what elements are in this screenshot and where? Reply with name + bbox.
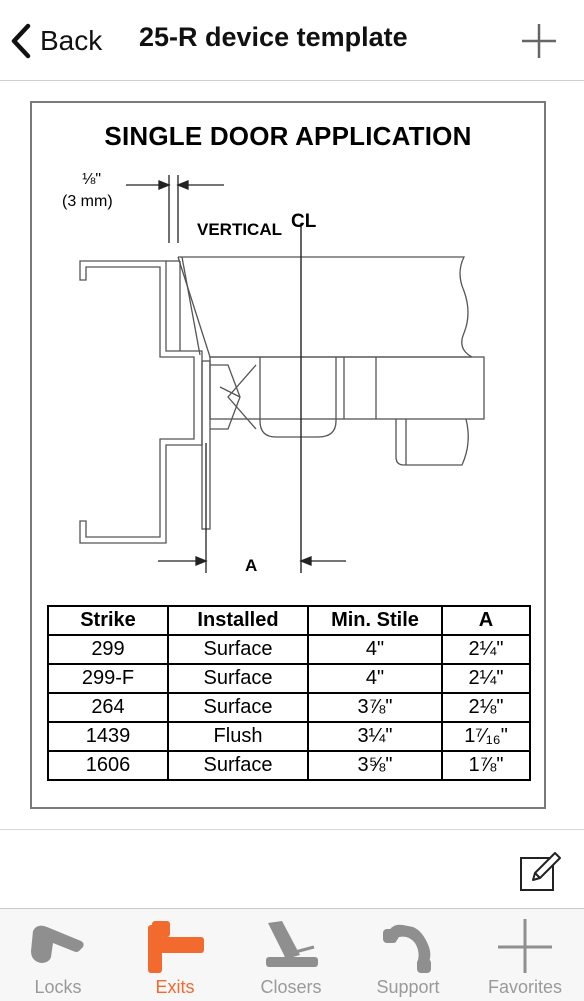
plus-icon [518,20,560,62]
table-row [48,664,530,693]
table-cell: Surface [168,664,308,693]
table-cell: 299 [48,635,168,664]
table-cell: Surface [168,751,308,780]
edit-note-icon [519,850,563,892]
chevron-left-icon [10,23,32,59]
table-cell: 2¼" [442,664,530,693]
table-row [48,722,530,751]
centerline-label: CL [291,211,317,232]
device-template-card [30,101,546,809]
tab-closers[interactable] [233,909,349,1001]
table-cell: 3¼" [308,722,442,751]
table-cell: 1⅞" [442,751,530,780]
gap-dimension-fraction: ⅛" [82,171,102,188]
tab-exits[interactable] [117,909,233,1001]
table-row [48,751,530,780]
navigation-bar [0,0,584,81]
dimension-a-label: A [245,556,258,575]
column-header: Min. Stile [308,606,442,635]
vertical-label: VERTICAL [197,220,282,239]
tab-label-exits: Exits [155,977,195,997]
edit-note-button[interactable] [519,850,563,892]
back-label: Back [40,25,103,56]
door-closer-icon [256,917,326,973]
tab-label-closers: Closers [260,977,322,997]
table-cell: 299-F [48,664,168,693]
tab-support[interactable] [350,909,466,1001]
template-title: SINGLE DOOR APPLICATION [104,121,472,151]
tab-label-locks: Locks [34,977,82,997]
table-cell: Surface [168,635,308,664]
table-cell: 3⅞" [308,693,442,722]
tab-label-favorites: Favorites [487,977,563,997]
content-divider [0,829,584,830]
table-cell: 4" [308,664,442,693]
table-cell: Flush [168,722,308,751]
table-cell: 1439 [48,722,168,751]
page-title: 25-R device template [139,22,408,52]
lock-lever-icon [23,917,93,973]
plus-icon [490,917,560,973]
table-cell: 2¼" [442,635,530,664]
phone-icon [373,917,443,973]
table-cell: Surface [168,693,308,722]
gap-dimension-metric: (3 mm) [62,193,113,210]
back-button[interactable] [10,20,102,62]
table-cell: 2⅛" [442,693,530,722]
tab-label-support: Support [376,977,440,997]
exit-device-icon [140,917,210,973]
strike-spec-table [47,605,531,781]
tab-favorites[interactable] [467,909,583,1001]
table-cell: 3⅝" [308,751,442,780]
tab-locks[interactable] [0,909,116,1001]
table-row [48,635,530,664]
tab-bar [0,908,584,1001]
table-cell: 4" [308,635,442,664]
column-header: Strike [48,606,168,635]
add-button[interactable] [518,20,560,62]
column-header: A [442,606,530,635]
table-row [48,693,530,722]
table-cell: 1⁷⁄₁₆" [442,722,530,751]
table-header-row [48,606,530,635]
column-header: Installed [168,606,308,635]
table-cell: 1606 [48,751,168,780]
table-cell: 264 [48,693,168,722]
door-diagram [32,103,544,603]
